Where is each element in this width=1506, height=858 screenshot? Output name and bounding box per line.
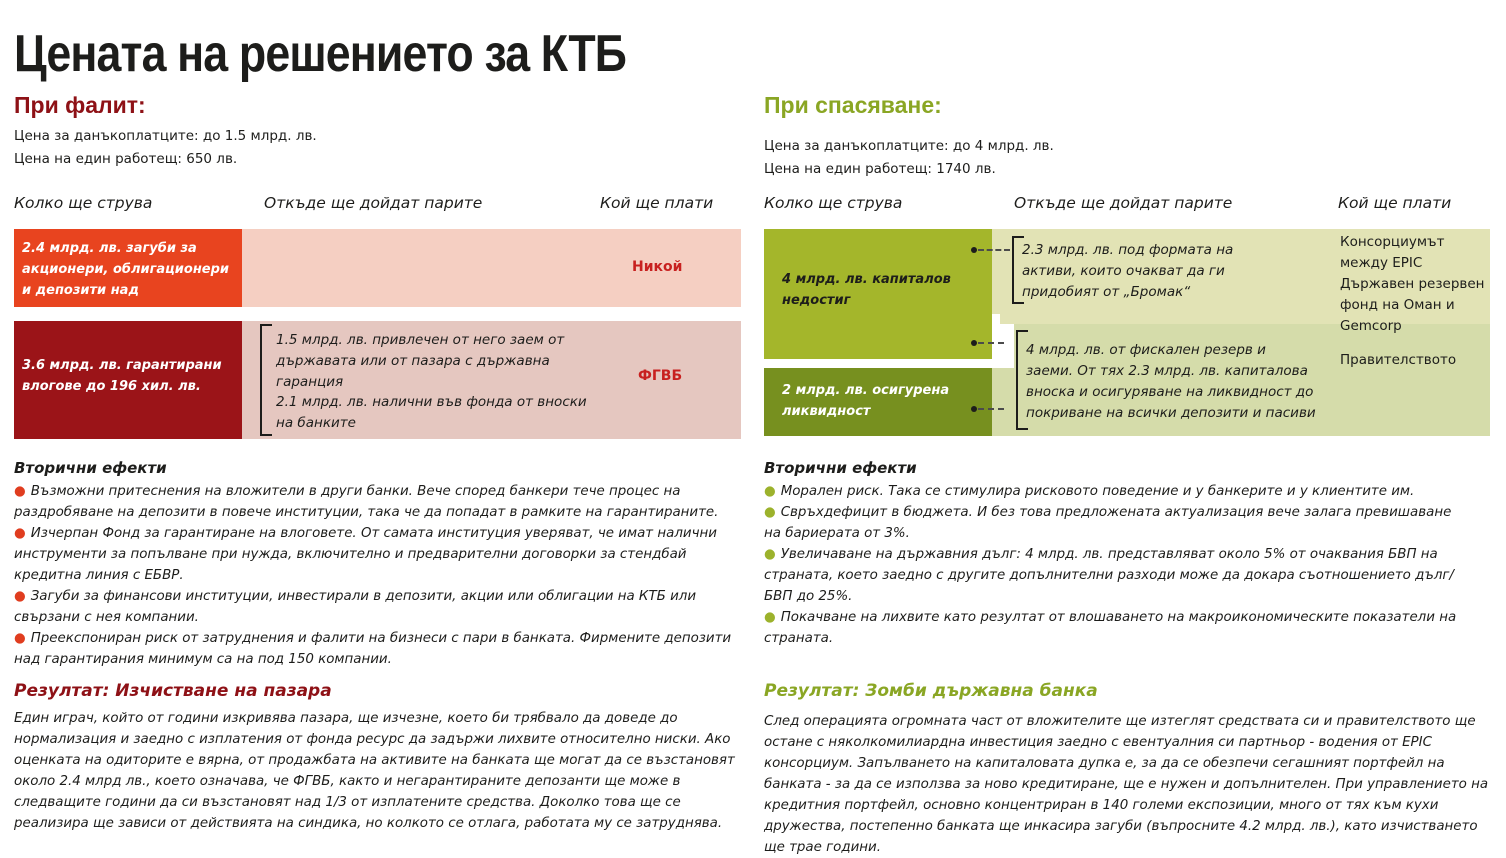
right-heading: При спасяване: [764,92,942,118]
right-cost-taxpayers: Цена за данъкоплатците: до 4 млрд. лв. [764,138,1054,154]
page-title: Цената на решението за КТБ [14,25,627,83]
connector-dot [971,247,977,253]
right-effect-item: ● Увеличаване на държавния дълг: 4 млрд. лв. представляват около 5% от очаквания БВП на страната, което заедно с другите допълнителни разходи може да докара съотношението дълг/БВП до 25%. [764,544,1464,607]
left-effects-heading: Вторични ефекти [14,459,167,477]
right-row2-cost-box [764,368,992,436]
right-row1-text: 4 млрд. лв. капиталов недостиг [782,272,951,308]
right-row2-who: Правителството [1340,352,1457,368]
right-row1-who: Консорциумът между EPIC Държавен резервен фонд на Оман и Gemcorp [1340,234,1485,334]
connector-dash [978,249,1010,251]
left-row2-cost-box [14,321,242,439]
right-row2-text: 2 млрд. лв. осигурена ликвидност [782,383,950,419]
left-result-heading: Резултат: Изчистване на пазара [14,681,332,701]
right-effects-list [764,481,1464,649]
right-result-heading: Резултат: Зомби държавна банка [764,681,1098,701]
right-effect-item: ● Морален риск. Така се стимулира рисковото поведение и у банкерите и у клиентите им. [764,481,1464,502]
left-row2-src1: 1.5 млрд. лв. привлечен от него заем от държавата или от пазара с държавна гаранция [276,332,565,390]
left-effect-item: ● Загуби за финансови институции, инвестирали в депозити, акции или облигации на КТБ или свързани с нея компании. [14,586,742,628]
left-col-cost: Колко ще струва [14,194,153,212]
left-col-source: Откъде ще дойдат парите [264,194,483,212]
right-col-cost: Колко ще струва [764,194,903,212]
right-result-text: След операцията огромната част от вложителите ще изтеглят средствата си и правителството ще остане с няколкомилиардна инвестиция заедно с евентуалния си партньор - водения от EPIC консорциум. Зaпълването на капиталовата дупка е, за да се обезпечи сегашният портфейл на банката - за да се използва за ново кредитиране, ще е нужен и допълнителен. При управлението на кредитния портфейл, основно концентриран в 140 големи експозиции, много от тях към кухи дружества, постепенно банката ще инкасира загуби (въпросните 4.2 млрд. лв.), като изчистването ще трае години. [764,714,1489,855]
left-cost-taxpayers: Цена за данъкоплатците: до 1.5 млрд. лв. [14,128,317,144]
left-cost-worker: Цена на един работещ: 650 лв. [14,151,238,167]
left-row1-cost-box [14,229,242,319]
left-result-text: Един играч, който от години изкривява пазара, ще изчезне, което би трябвало да доведе до нормализация и заедно с изплатения от фонда ресурс да задържи лихвите относително ниски. Ако оценката на одиторите е вярна, от продажбата на активите на банката ще могат да се възстановят около 2.4 млрд лв., което означава, че ФГВБ, както и негарантираните депозанти ще може в следващите години да си възстановят над 1/3 от изплатените средства. Доколко това ще се реализира ще зависи от действията на синдика, но колкото се отлага, работата му се затруднява. [14,711,735,831]
connector-dot [971,340,977,346]
right-effect-item: ● Покачване на лихвите като резултат от влошаването на макроикономическите показатели на страната. [764,607,1464,649]
right-row1-src: 2.3 млрд. лв. под формата на активи, които очакват да ги придобият от „Бромак“ [1022,242,1234,300]
right-cost-worker: Цена на един работещ: 1740 лв. [764,161,996,177]
left-effect-item: ● Преекспониран риск от затруднения и фалити на бизнеси с пари в банката. Фирмените депозити над гарантирания минимум са на под 150 компании. [14,628,742,670]
left-heading: При фалит: [14,92,146,118]
left-col-who: Кой ще плати [600,194,714,212]
connector-dash [978,408,1004,410]
left-row2-src2: 2.1 млрд. лв. налични във фонда от вноски на банките [276,394,587,431]
left-row2-bracket [260,324,272,436]
right-row2-src: 4 млрд. лв. от фискален резерв и заеми. От тях 2.3 млрд. лв. капиталова вноска и осигуряване на ликвидност до покриване на всички депозити и пасиви [1026,342,1316,421]
left-row1-who: Никой [632,259,683,275]
right-row2-source-box-ext [992,368,1014,436]
left-row2-who: ФГВБ [638,368,683,384]
right-row1-cost-box [764,229,992,359]
connector-dot [971,406,977,412]
connector-dash [978,342,1004,344]
left-effects-list [14,481,742,670]
left-effect-item: ● Възможни притеснения на вложители в други банки. Вече според банкери тече процес на раздробяване на депозити в повече институции, така че да попадат в рамките на гарантираните. [14,481,742,523]
right-col-who: Кой ще плати [1338,194,1452,212]
left-effect-item: ● Изчерпан Фонд за гарантиране на влоговете. От самата институция уверяват, че имат налични инструменти за попълване при нужда, включително и предварителни договорки за стендбай кредитна линия с ЕБВР. [14,523,742,586]
left-row1-text: 2.4 млрд. лв. загуби за акционери, облигационери и депозити над гарантирания размер [22,241,230,319]
left-row2-text: 3.6 млрд. лв. гарантирани влогове до 196 хил. лв. [22,358,222,394]
right-effect-item: ● Свръхдефицит в бюджета. И без това предложената актуализация вече залага превишаване на бариерата от 3%. [764,502,1464,544]
right-effects-heading: Вторични ефекти [764,459,917,477]
right-col-source: Откъде ще дойдат парите [1014,194,1233,212]
